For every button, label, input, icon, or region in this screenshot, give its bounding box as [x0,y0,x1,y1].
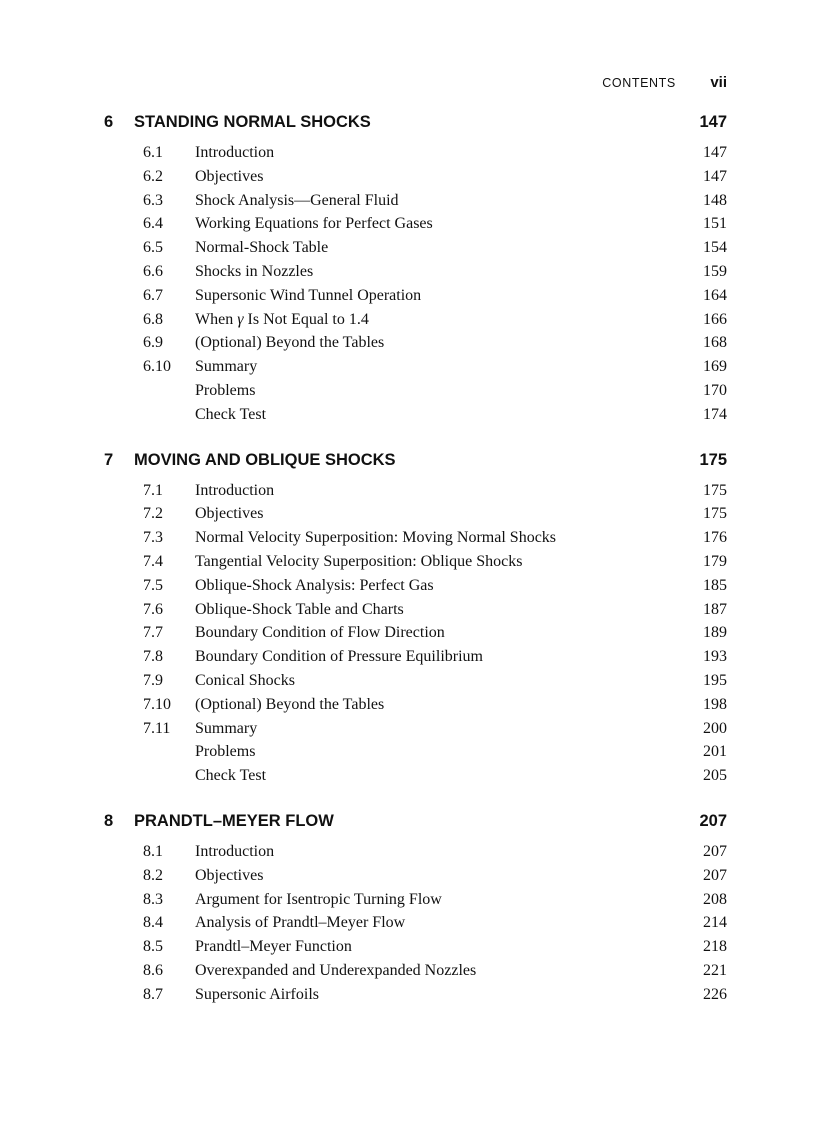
section-entry [0,645,816,669]
section-page-number: 200 [703,719,727,737]
section-title: Conical Shocks [195,671,295,689]
section-number: 7.5 [143,576,163,594]
section-page-number: 175 [703,505,727,523]
section-number: 6.4 [143,215,163,233]
section-number: 7.8 [143,648,163,666]
table-of-contents [0,109,816,1027]
section-title: Check Test [195,405,267,423]
section-page-number: 201 [703,743,727,761]
section-entry [0,165,816,189]
section-title: Tangential Velocity Superposition: Oblique Shocks [195,552,523,570]
section-page-number: 193 [703,648,727,666]
chapter-7 [0,447,816,788]
section-entry [0,526,816,550]
section-entry [0,911,816,935]
section-title: Boundary Condition of Flow Direction [195,624,445,642]
section-page-number: 179 [703,552,727,570]
section-title: Shocks in Nozzles [195,262,314,280]
chapter-page-number: 147 [699,113,727,131]
section-page-number: 221 [703,961,727,979]
section-page-number: 154 [703,239,727,257]
section-title: Boundary Condition of Pressure Equilibrium [195,648,483,666]
chapter-title: STANDING NORMAL SHOCKS [134,113,371,131]
section-page-number: 195 [703,671,727,689]
section-number: 7.10 [143,695,171,713]
section-entry [0,379,816,403]
section-title: (Optional) Beyond the Tables [195,334,385,352]
section-number: 6.1 [143,144,163,161]
section-number: 7.6 [143,600,163,618]
section-number: 8.7 [143,985,163,1003]
section-title: Check Test [195,767,267,785]
section-title: Introduction [195,481,275,499]
section-title: Analysis of Prandtl–Meyer Flow [195,914,406,932]
section-entry [0,621,816,645]
section-entry [0,284,816,308]
chapter-title: PRANDTL–MEYER FLOW [134,811,334,830]
section-entry [0,502,816,526]
section-page-number: 169 [703,358,727,376]
section-number: 6.3 [143,191,163,209]
section-page-number: 205 [703,767,727,785]
section-title-suffix: Is Not Equal to 1.4 [243,310,369,328]
section-title: Summary [195,358,258,376]
section-title: Problems [195,381,256,399]
chapter-6 [0,109,816,427]
section-entry [0,693,816,717]
section-number: 8.3 [143,890,163,908]
section-page-number: 198 [703,695,727,713]
section-page-number: 166 [703,310,727,328]
section-number: 8.5 [143,938,163,956]
section-entry [0,764,816,788]
chapter-number: 8 [104,811,114,830]
section-entry [0,212,816,236]
section-number: 6.8 [143,310,163,328]
section-title: Introduction [195,842,275,860]
section-number: 7.11 [143,719,171,737]
section-number: 6.5 [143,239,163,257]
section-page-number: 174 [703,405,727,423]
section-page-number: 208 [703,890,727,908]
section-page-number: 189 [703,624,727,642]
section-entry [0,331,816,355]
section-page-number: 176 [703,529,727,547]
section-title: Oblique-Shock Table and Charts [195,600,404,618]
section-page-number: 168 [703,334,727,352]
section-title: Oblique-Shock Analysis: Perfect Gas [195,576,434,594]
section-number: 8.1 [143,842,163,860]
section-title: Normal Velocity Superposition: Moving Normal Shocks [195,529,557,547]
section-number: 8.2 [143,866,163,884]
section-entry [0,669,816,693]
section-title: Shock Analysis—General Fluid [195,191,399,209]
running-head-page-number: vii [710,74,727,91]
section-entry [0,864,816,888]
section-title-prefix: When [195,310,238,328]
chapter-heading [0,109,816,135]
section-title: Supersonic Wind Tunnel Operation [195,286,422,304]
section-number: 6.10 [143,358,171,376]
section-title: Argument for Isentropic Turning Flow [195,890,442,908]
section-entry [0,403,816,427]
section-title: Summary [195,719,258,737]
section-page-number: 147 [703,167,727,185]
section-title: Introduction [195,144,275,161]
section-page-number: 207 [703,842,727,860]
section-number: 6.7 [143,286,163,304]
section-title: Problems [195,743,256,761]
section-entry [0,355,816,379]
section-entry [0,740,816,764]
section-list [0,141,816,427]
section-page-number: 226 [703,985,727,1003]
section-title: Supersonic Airfoils [195,985,319,1003]
section-entry [0,308,816,332]
section-page-number: 218 [703,938,727,956]
section-page-number: 147 [703,144,727,161]
section-entry [0,983,816,1007]
section-page-number: 148 [703,191,727,209]
section-entry [0,959,816,983]
chapter-heading [0,808,816,834]
chapter-heading [0,447,816,473]
section-page-number: 207 [703,866,727,884]
chapter-page-number: 175 [699,450,727,469]
section-entry [0,550,816,574]
section-page-number: 151 [703,215,727,233]
section-entry [0,260,816,284]
gamma-symbol: γ [237,310,244,328]
section-page-number: 159 [703,262,727,280]
section-number: 8.4 [143,914,163,932]
running-head [0,74,727,92]
section-number: 6.9 [143,334,163,352]
section-title: Prandtl–Meyer Function [195,938,352,956]
section-page-number: 175 [703,481,727,499]
section-entry [0,574,816,598]
section-number: 8.6 [143,961,163,979]
section-entry [0,935,816,959]
section-page-number: 187 [703,600,727,618]
section-title: Objectives [195,167,264,185]
section-entry [0,141,816,165]
section-page-number: 164 [703,286,727,304]
section-number: 7.1 [143,481,163,499]
section-entry [0,717,816,741]
section-number: 7.9 [143,671,163,689]
chapter-number: 7 [104,450,114,469]
section-title: (Optional) Beyond the Tables [195,695,385,713]
section-list [0,479,816,788]
section-title [195,308,369,332]
section-entry [0,598,816,622]
section-title: Objectives [195,866,264,884]
section-entry [0,888,816,912]
section-number: 6.2 [143,167,163,185]
section-title: Normal-Shock Table [195,239,329,257]
section-title: Objectives [195,505,264,523]
section-number: 7.4 [143,552,163,570]
chapter-title: MOVING AND OBLIQUE SHOCKS [134,450,396,469]
section-entry [0,189,816,213]
section-number: 7.3 [143,529,163,547]
section-entry [0,479,816,503]
running-head-label: CONTENTS [602,76,676,90]
section-entry [0,840,816,864]
section-page-number: 170 [703,381,727,399]
section-number: 7.2 [143,505,163,523]
section-entry [0,236,816,260]
chapter-number: 6 [104,113,114,131]
section-list [0,840,816,1007]
chapter-page-number: 207 [699,811,727,830]
section-title: Overexpanded and Underexpanded Nozzles [195,961,477,979]
section-number: 7.7 [143,624,163,642]
section-page-number: 185 [703,576,727,594]
section-page-number: 214 [703,914,727,932]
section-title: Working Equations for Perfect Gases [195,215,433,233]
chapter-8 [0,808,816,1007]
section-number: 6.6 [143,262,163,280]
